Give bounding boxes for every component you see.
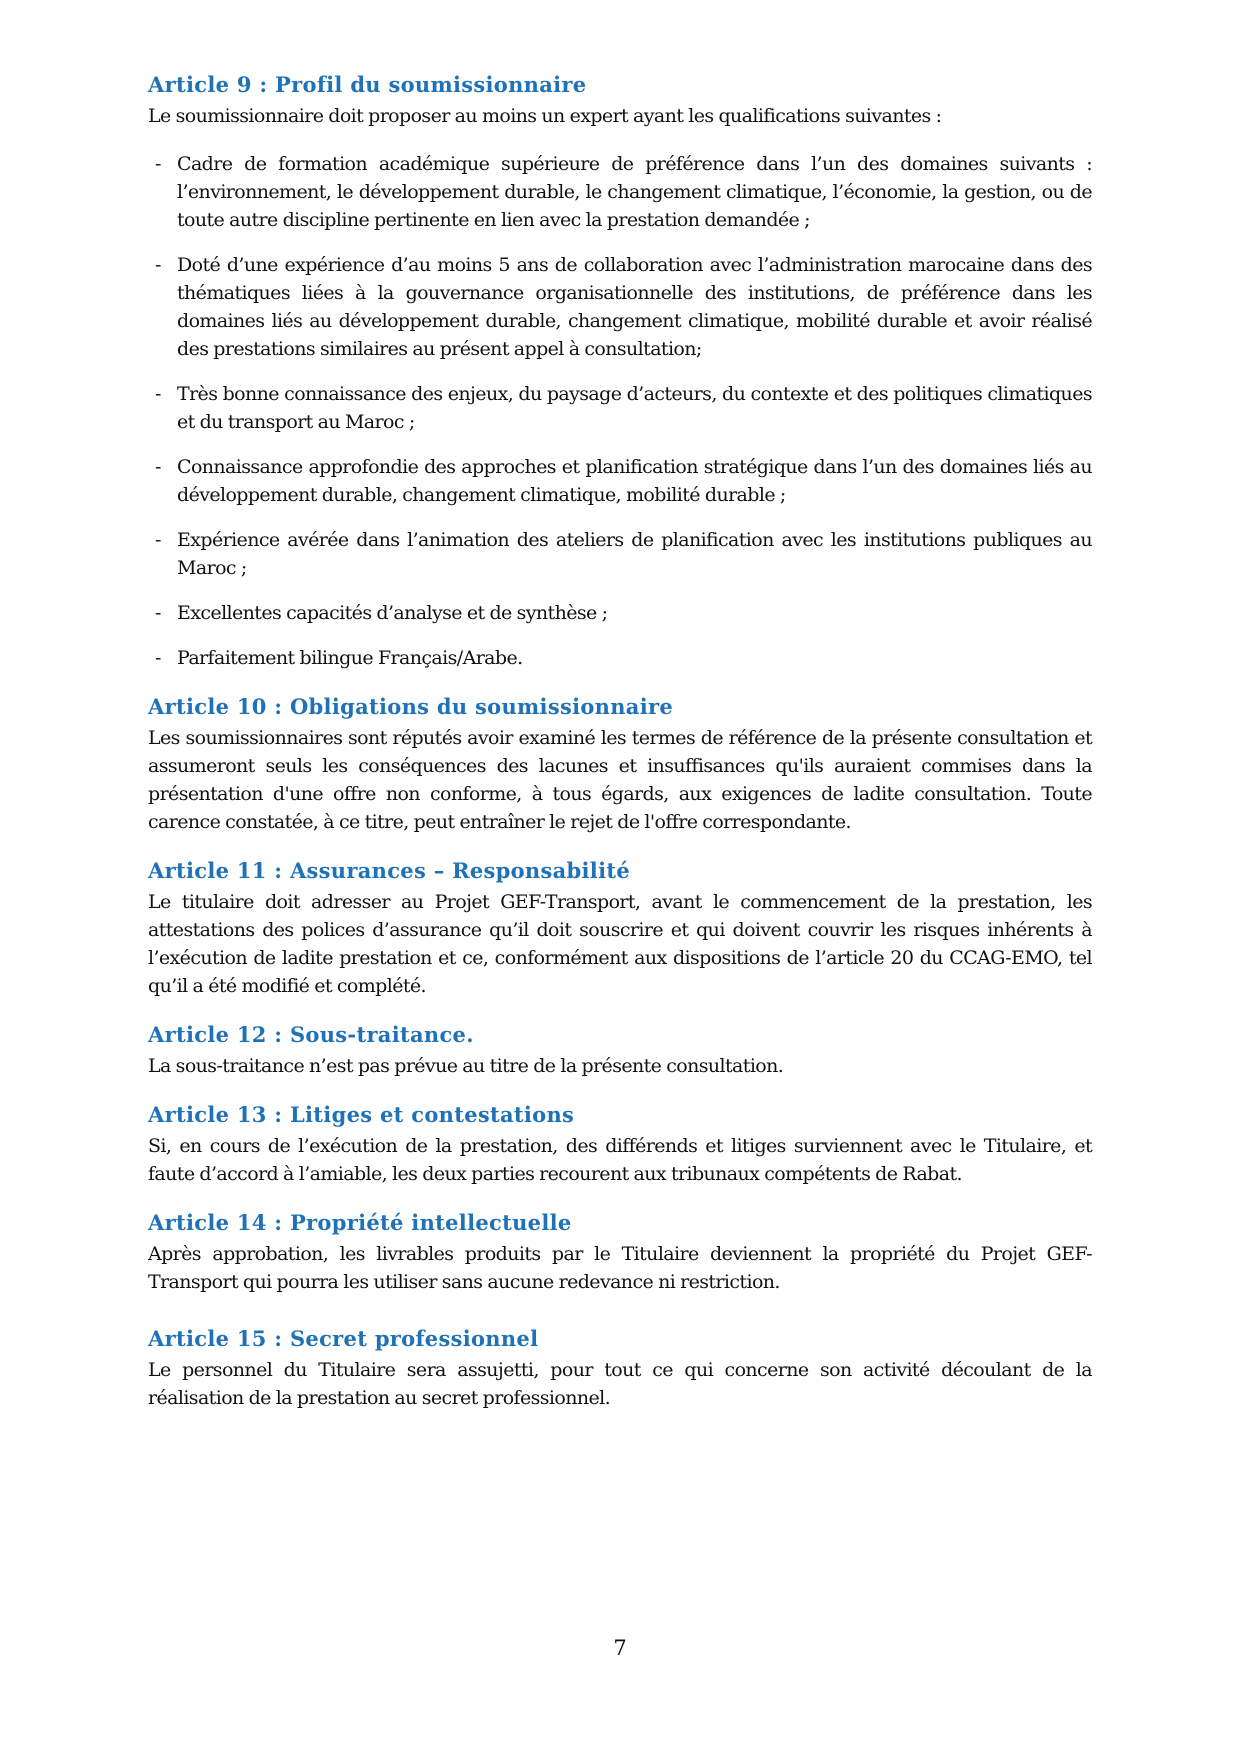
article-heading: Article 10 : Obligations du soumissionnaire — [148, 694, 674, 719]
article-heading: Article 14 : Propriété intellectuelle — [148, 1210, 572, 1235]
article-body: Le titulaire doit adresser au Projet GEF-Transport, avant le commencement de la prestation, les attestations des polices d’assurance qu’il doit souscrire et qui doivent couvrir les risques inhérents à l’exécution de ladite prestation et ce, conformément aux dispositions de l’article 20 du CCAG-EMO, tel qu’il a été modifié et complété. — [148, 891, 1092, 997]
dash-bullet-icon: - — [155, 647, 161, 669]
list-item: - Connaissance approfondie des approches et planification stratégique dans l’un des domaines liés au développement durable, changement climatique, mobilité durable ; — [148, 453, 1092, 509]
article-body: Le personnel du Titulaire sera assujetti, pour tout ce qui concerne son activité découlant de la réalisation de la prestation au secret professionnel. — [148, 1359, 1092, 1409]
qualifications-list — [148, 150, 1092, 672]
dash-bullet-icon: - — [155, 456, 161, 478]
article-12 — [148, 1020, 1092, 1080]
list-item: - Doté d’une expérience d’au moins 5 ans de collaboration avec l’administration marocaine dans des thématiques liées à la gouvernance organisationnelle des institutions, de préférence dans les domaines liés au développement durable, changement climatique, mobilité durable et avoir réalisé des prestations similaires au présent appel à consultation; — [148, 251, 1092, 363]
dash-bullet-icon: - — [155, 383, 161, 405]
page-number: 7 — [613, 1636, 627, 1660]
document-page — [148, 70, 1092, 1432]
article-intro: Le soumissionnaire doit proposer au moins un expert ayant les qualifications suivantes : — [148, 105, 942, 127]
article-body: Après approbation, les livrables produits par le Titulaire deviennent la propriété du Projet GEF-Transport qui pourra les utiliser sans aucune redevance ni restriction. — [148, 1243, 1092, 1293]
article-14 — [148, 1208, 1092, 1296]
article-heading: Article 12 : Sous-traitance. — [148, 1022, 474, 1047]
article-heading: Article 11 : Assurances – Responsabilité — [148, 858, 631, 883]
article-heading: Article 15 : Secret professionnel — [148, 1326, 539, 1351]
article-11 — [148, 856, 1092, 1000]
dash-bullet-icon: - — [155, 254, 161, 276]
article-body: La sous-traitance n’est pas prévue au titre de la présente consultation. — [148, 1055, 784, 1077]
dash-bullet-icon: - — [155, 602, 161, 624]
article-body: Les soumissionnaires sont réputés avoir examiné les termes de référence de la présente consultation et assumeront seuls les conséquences des lacunes et insuffisances qu'ils auraient commises dans la présentation d'une offre non conforme, à tous égards, aux exigences de ladite consultation. Toute carence constatée, à ce titre, peut entraîner le rejet de l'offre correspondante. — [148, 727, 1092, 833]
dash-bullet-icon: - — [155, 153, 161, 175]
article-9 — [148, 70, 1092, 672]
list-item: - Excellentes capacités d’analyse et de synthèse ; — [148, 599, 1092, 627]
dash-bullet-icon: - — [155, 529, 161, 551]
article-heading: Article 9 : Profil du soumissionnaire — [148, 72, 587, 97]
article-13 — [148, 1100, 1092, 1188]
article-body: Si, en cours de l’exécution de la prestation, des différends et litiges surviennent avec le Titulaire, et faute d’accord à l’amiable, les deux parties recourent aux tribunaux compétents de Rabat. — [148, 1135, 1092, 1185]
list-item: - Parfaitement bilingue Français/Arabe. — [148, 644, 1092, 672]
article-heading: Article 13 : Litiges et contestations — [148, 1102, 575, 1127]
article-15 — [148, 1324, 1092, 1412]
list-item: - Très bonne connaissance des enjeux, du paysage d’acteurs, du contexte et des politiques climatiques et du transport au Maroc ; — [148, 380, 1092, 436]
article-10 — [148, 692, 1092, 836]
list-item: - Cadre de formation académique supérieure de préférence dans l’un des domaines suivants : l’environnement, le développement durable, le changement climatique, l’économie, la gestion, ou de toute autre discipline pertinente en lien avec la prestation demandée ; — [148, 150, 1092, 234]
list-item: - Expérience avérée dans l’animation des ateliers de planification avec les institutions publiques au Maroc ; — [148, 526, 1092, 582]
